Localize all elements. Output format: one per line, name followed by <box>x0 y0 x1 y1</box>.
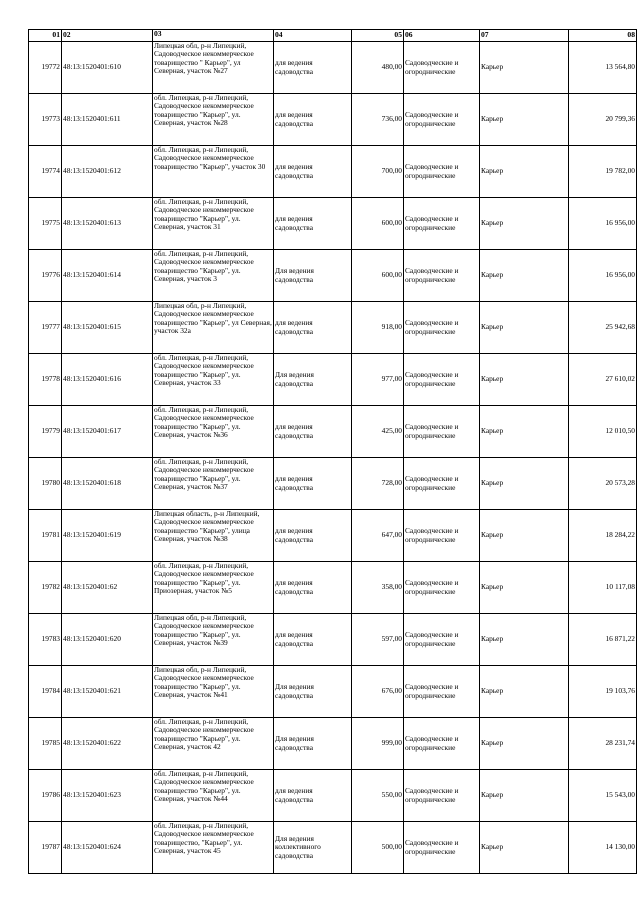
cell-land-category: Садоводческие и огороднические <box>404 198 480 250</box>
header-col-02: 02 <box>62 30 153 42</box>
address-text: обл. Липецкая, р-н Липецкий, Садоводческое некоммерческое товарищество "Карьер", ул. Северная, участок №28 <box>154 94 254 128</box>
cell-row-number: 19780 <box>29 458 62 510</box>
table-header-row <box>29 30 637 42</box>
cell-partnership-name: Карьер <box>480 562 569 614</box>
cell-partnership-name: Карьер <box>480 94 569 146</box>
address-text: Липецкая обл, р-н Липецкий, Садоводческое некоммерческое товарищество "Карьер", ул. Северная, участок №39 <box>154 614 254 648</box>
cell-area: 700,00 <box>352 146 404 198</box>
address-text: обл. Липецкая, р-н Липецкий, Садоводческое некоммерческое товарищество, "Карьер", ул. Северная, участок 45 <box>154 822 254 856</box>
cell-area: 647,00 <box>352 510 404 562</box>
cell-area: 480,00 <box>352 42 404 94</box>
table-row <box>29 458 637 510</box>
cell-permitted-use: Для ведения садоводства <box>274 250 352 302</box>
cell-cadastral-value: 16 956,00 <box>569 250 637 302</box>
cell-row-number: 19781 <box>29 510 62 562</box>
cell-land-category: Садоводческие и огороднические <box>404 406 480 458</box>
address-text: обл. Липецкая, р-н Липецкий, Садоводческое некоммерческое товарищество "Карьер", ул. Северная, участок 33 <box>154 354 254 388</box>
cell-permitted-use: Для ведения коллективного садоводства <box>274 822 352 874</box>
cell-cadastral-value: 25 942,68 <box>569 302 637 354</box>
cell-permitted-use: для ведения садоводства <box>274 614 352 666</box>
cell-cadastral-number: 48:13:1520401:62 <box>62 562 153 614</box>
cell-partnership-name: Карьер <box>480 510 569 562</box>
cell-row-number: 19778 <box>29 354 62 406</box>
cell-partnership-name: Карьер <box>480 302 569 354</box>
cell-cadastral-value: 27 610,02 <box>569 354 637 406</box>
cell-cadastral-value: 19 103,76 <box>569 666 637 718</box>
cell-address <box>153 770 274 822</box>
cell-cadastral-number: 48:13:1520401:614 <box>62 250 153 302</box>
cell-area: 500,00 <box>352 822 404 874</box>
cell-partnership-name: Карьер <box>480 718 569 770</box>
cell-permitted-use: Для ведения садоводства <box>274 718 352 770</box>
cell-row-number: 19784 <box>29 666 62 718</box>
cell-land-category: Садоводческие и огороднические <box>404 770 480 822</box>
cell-permitted-use: для ведения садоводства <box>274 770 352 822</box>
cell-partnership-name: Карьер <box>480 458 569 510</box>
cell-row-number: 19776 <box>29 250 62 302</box>
table-row <box>29 302 637 354</box>
cell-cadastral-number: 48:13:1520401:618 <box>62 458 153 510</box>
address-text: обл. Липецкая, р-н Липецкий, Садоводческое некоммерческое товарищество "Карьер", ул. Северная, участок 31 <box>154 198 254 232</box>
cell-area: 550,00 <box>352 770 404 822</box>
cell-permitted-use: для ведения садоводства <box>274 146 352 198</box>
cell-partnership-name: Карьер <box>480 42 569 94</box>
cell-address <box>153 94 274 146</box>
address-text: Липецкая обл, р-н Липецкий, Садоводческое некоммерческое товарищество "Карьер", ул. Северная, участок №41 <box>154 666 254 700</box>
cell-partnership-name: Карьер <box>480 146 569 198</box>
cell-cadastral-value: 16 871,22 <box>569 614 637 666</box>
cell-cadastral-number: 48:13:1520401:610 <box>62 42 153 94</box>
cell-address <box>153 354 274 406</box>
cell-area: 999,00 <box>352 718 404 770</box>
cell-area: 736,00 <box>352 94 404 146</box>
cell-row-number: 19785 <box>29 718 62 770</box>
parcel-table <box>28 29 637 874</box>
cell-cadastral-number: 48:13:1520401:612 <box>62 146 153 198</box>
table-row <box>29 250 637 302</box>
cell-land-category: Садоводческие и огороднические <box>404 146 480 198</box>
cell-row-number: 19777 <box>29 302 62 354</box>
address-text: обл. Липецкая, р-н Липецкий, Садоводческое некоммерческое товарищество "Карьер", участок 30 <box>154 146 266 171</box>
cell-partnership-name: Карьер <box>480 770 569 822</box>
cell-land-category: Садоводческие и огороднические <box>404 354 480 406</box>
header-col-06: 06 <box>404 30 480 42</box>
cell-land-category: Садоводческие и огороднические <box>404 822 480 874</box>
address-text: обл. Липецкая, р-н Липецкий, Садоводческое некоммерческое товарищество "Карьер", ул. Северная, участок №44 <box>154 770 254 804</box>
header-col-05: 05 <box>352 30 404 42</box>
header-col-07: 07 <box>480 30 569 42</box>
cell-area: 597,00 <box>352 614 404 666</box>
cell-address <box>153 718 274 770</box>
address-text: обл. Липецкая, р-н Липецкий, Садоводческое некоммерческое товарищество "Карьер", ул. Приозерная, участок №5 <box>154 562 254 596</box>
table-row <box>29 406 637 458</box>
cell-row-number: 19774 <box>29 146 62 198</box>
cell-land-category: Садоводческие и огороднические <box>404 42 480 94</box>
cell-cadastral-number: 48:13:1520401:611 <box>62 94 153 146</box>
cell-address <box>153 302 274 354</box>
cell-row-number: 19779 <box>29 406 62 458</box>
table-row <box>29 614 637 666</box>
table-row <box>29 198 637 250</box>
cell-permitted-use: для ведения садоводства <box>274 458 352 510</box>
cell-address <box>153 562 274 614</box>
cell-address <box>153 42 274 94</box>
address-text: Липецкая обл, р-н Липецкий, Садоводческое некоммерческое товарищество " Карьер", ул Северная, участок №27 <box>154 42 254 76</box>
cell-cadastral-value: 14 130,00 <box>569 822 637 874</box>
cell-cadastral-value: 15 543,00 <box>569 770 637 822</box>
cell-permitted-use: для ведения садоводства <box>274 94 352 146</box>
cell-cadastral-value: 18 284,22 <box>569 510 637 562</box>
cell-permitted-use: для ведения садоводства <box>274 510 352 562</box>
cell-partnership-name: Карьер <box>480 250 569 302</box>
cell-address <box>153 406 274 458</box>
header-col-04: 04 <box>274 30 352 42</box>
table-row <box>29 94 637 146</box>
cell-permitted-use: для ведения садоводства <box>274 42 352 94</box>
cell-address <box>153 146 274 198</box>
cell-cadastral-number: 48:13:1520401:616 <box>62 354 153 406</box>
cell-land-category: Садоводческие и огороднические <box>404 302 480 354</box>
cell-cadastral-number: 48:13:1520401:620 <box>62 614 153 666</box>
cell-area: 600,00 <box>352 250 404 302</box>
cell-cadastral-value: 12 010,50 <box>569 406 637 458</box>
cell-area: 918,00 <box>352 302 404 354</box>
cell-land-category: Садоводческие и огороднические <box>404 250 480 302</box>
cell-partnership-name: Карьер <box>480 406 569 458</box>
address-text: обл. Липецкая, р-н Липецкий, Садоводческое некоммерческое товарищество "Карьер", ул. Северная, участок 42 <box>154 718 254 752</box>
cell-partnership-name: Карьер <box>480 822 569 874</box>
cell-address <box>153 250 274 302</box>
cell-row-number: 19773 <box>29 94 62 146</box>
table-row <box>29 822 637 874</box>
document-page <box>28 29 635 874</box>
cell-cadastral-value: 19 782,00 <box>569 146 637 198</box>
cell-row-number: 19783 <box>29 614 62 666</box>
cell-cadastral-number: 48:13:1520401:613 <box>62 198 153 250</box>
cell-row-number: 19782 <box>29 562 62 614</box>
cell-land-category: Садоводческие и огороднические <box>404 718 480 770</box>
address-text: Липецкая область, р-н Липецкий, Садоводческое некоммерческое товарищество "Карьер", улица Северная, участок №38 <box>154 510 260 544</box>
cell-area: 425,00 <box>352 406 404 458</box>
address-text: обл. Липецкая, р-н Липецкий, Садоводческое некоммерческое товарищество "Карьер", ул. Северная, участок №36 <box>154 406 254 440</box>
cell-land-category: Садоводческие и огороднические <box>404 666 480 718</box>
cell-area: 676,00 <box>352 666 404 718</box>
header-col-01: 01 <box>29 30 62 42</box>
cell-cadastral-number: 48:13:1520401:622 <box>62 718 153 770</box>
cell-cadastral-value: 16 956,00 <box>569 198 637 250</box>
cell-cadastral-value: 10 117,08 <box>569 562 637 614</box>
cell-partnership-name: Карьер <box>480 614 569 666</box>
cell-row-number: 19787 <box>29 822 62 874</box>
cell-address <box>153 510 274 562</box>
cell-address <box>153 198 274 250</box>
cell-land-category: Садоводческие и огороднические <box>404 562 480 614</box>
cell-area: 977,00 <box>352 354 404 406</box>
cell-cadastral-number: 48:13:1520401:623 <box>62 770 153 822</box>
cell-row-number: 19772 <box>29 42 62 94</box>
address-text: Липецкая обл, р-н Липецкий, Садоводческое некоммерческое товарищество "Карьер", ул Северная, участок 32а <box>154 302 272 336</box>
cell-permitted-use: Для ведения садоводства <box>274 354 352 406</box>
cell-cadastral-value: 28 231,74 <box>569 718 637 770</box>
cell-row-number: 19786 <box>29 770 62 822</box>
cell-address <box>153 614 274 666</box>
cell-address <box>153 822 274 874</box>
cell-permitted-use: Для ведения садоводства <box>274 666 352 718</box>
cell-cadastral-number: 48:13:1520401:617 <box>62 406 153 458</box>
cell-permitted-use: для ведения садоводства <box>274 198 352 250</box>
cell-cadastral-number: 48:13:1520401:624 <box>62 822 153 874</box>
cell-land-category: Садоводческие и огороднические <box>404 510 480 562</box>
cell-row-number: 19775 <box>29 198 62 250</box>
table-row <box>29 770 637 822</box>
cell-address <box>153 458 274 510</box>
cell-cadastral-number: 48:13:1520401:621 <box>62 666 153 718</box>
cell-cadastral-value: 20 573,28 <box>569 458 637 510</box>
cell-partnership-name: Карьер <box>480 354 569 406</box>
cell-cadastral-value: 13 564,80 <box>569 42 637 94</box>
cell-cadastral-number: 48:13:1520401:615 <box>62 302 153 354</box>
table-row <box>29 718 637 770</box>
cell-area: 600,00 <box>352 198 404 250</box>
cell-partnership-name: Карьер <box>480 198 569 250</box>
cell-cadastral-value: 20 799,36 <box>569 94 637 146</box>
cell-permitted-use: для ведения садоводства <box>274 302 352 354</box>
table-row <box>29 146 637 198</box>
cell-area: 728,00 <box>352 458 404 510</box>
cell-area: 358,00 <box>352 562 404 614</box>
cell-land-category: Садоводческие и огороднические <box>404 458 480 510</box>
cell-permitted-use: для ведения садоводства <box>274 562 352 614</box>
table-row <box>29 562 637 614</box>
cell-cadastral-number: 48:13:1520401:619 <box>62 510 153 562</box>
address-text: обл. Липецкая, р-н Липецкий, Садоводческое некоммерческое товарищество "Карьер", ул. Северная, участок 3 <box>154 250 254 284</box>
cell-permitted-use: для ведения садоводства <box>274 406 352 458</box>
cell-address <box>153 666 274 718</box>
table-row <box>29 42 637 94</box>
cell-land-category: Садоводческие и огороднические <box>404 614 480 666</box>
header-col-03: 03 <box>153 30 274 42</box>
cell-partnership-name: Карьер <box>480 666 569 718</box>
cell-land-category: Садоводческие и огороднические <box>404 94 480 146</box>
table-row <box>29 666 637 718</box>
table-row <box>29 354 637 406</box>
table-row <box>29 510 637 562</box>
address-text: обл. Липецкая, р-н Липецкий, Садоводческое некоммерческое товарищество "Карьер", ул. Северная, участок №37 <box>154 458 254 492</box>
header-col-08: 08 <box>569 30 637 42</box>
